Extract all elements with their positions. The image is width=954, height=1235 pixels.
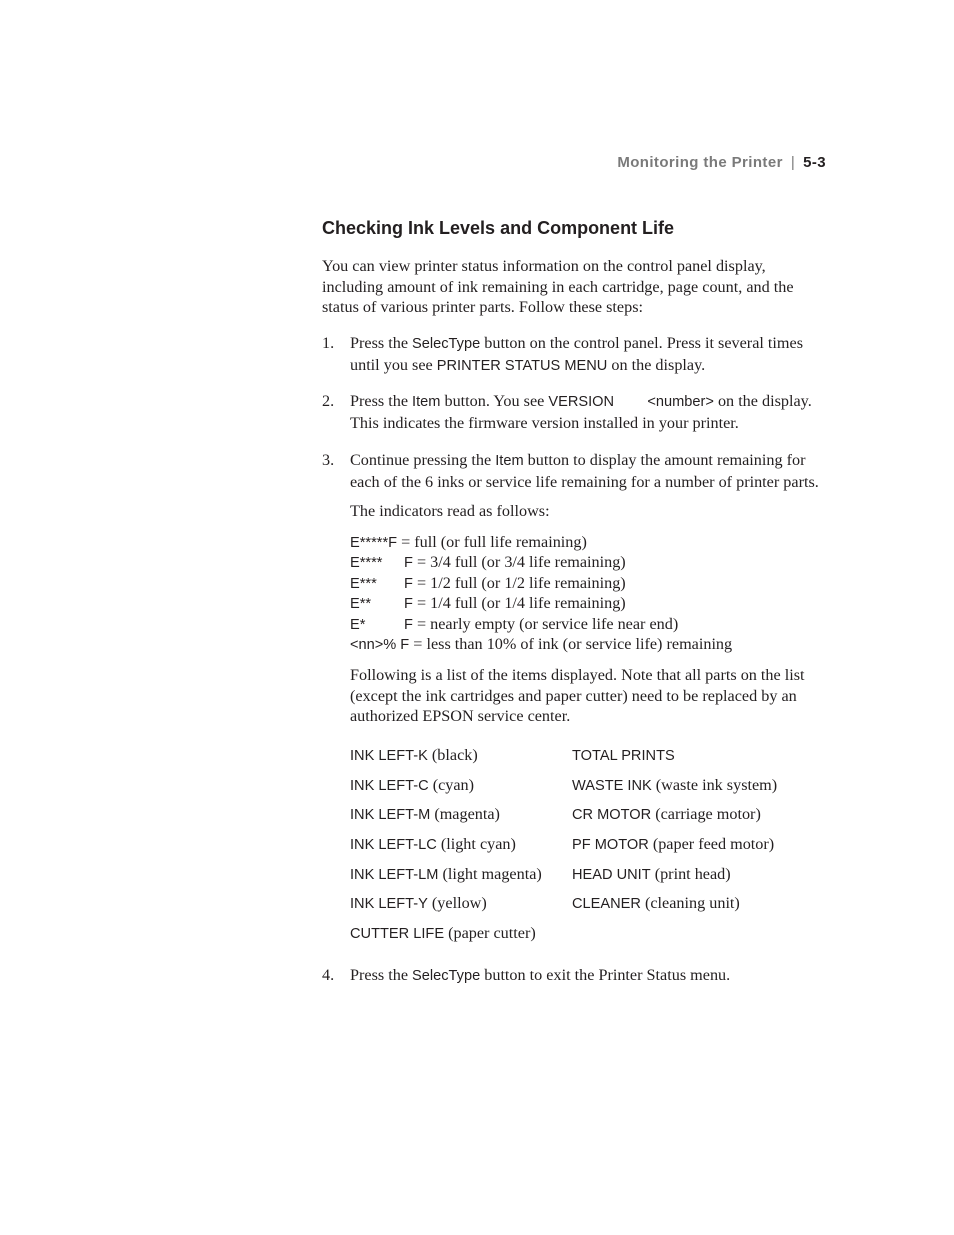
item-desc: (cleaning unit) xyxy=(640,894,740,913)
item-name: INK LEFT-K xyxy=(350,748,428,764)
display-message: <number> xyxy=(647,394,714,410)
item-name: HEAD UNIT xyxy=(572,866,651,883)
text-run: Press the xyxy=(350,334,413,352)
item-desc: (waste ink system) xyxy=(651,775,778,794)
item-button-ref: Item xyxy=(412,394,441,410)
indicator-code: E** xyxy=(350,596,372,613)
item-desc: (cyan) xyxy=(428,775,475,794)
items-row xyxy=(350,745,830,775)
item-desc: (black) xyxy=(427,746,478,764)
text-run: on the display. xyxy=(607,355,706,374)
item-desc: (paper feed motor) xyxy=(648,835,775,854)
item-name: INK LEFT-Y xyxy=(350,896,428,913)
indicator-desc: = 1/2 full (or 1/2 life remaining) xyxy=(412,573,626,592)
item-desc: (magenta) xyxy=(430,805,500,824)
indicator-desc: = 3/4 full (or 3/4 life remaining) xyxy=(412,553,626,572)
list-item xyxy=(572,775,777,796)
step-4-text xyxy=(350,965,830,987)
list-item xyxy=(350,834,516,855)
item-desc: (light cyan) xyxy=(436,835,516,854)
item-name: WASTE INK xyxy=(572,777,652,794)
item-name: PF MOTOR xyxy=(572,837,649,854)
section-heading: Checking Ink Levels and Component Life xyxy=(322,218,675,238)
selectype-button-ref: SelecType xyxy=(412,336,481,352)
text-run: Press the xyxy=(350,966,413,984)
indicator-desc: = nearly empty (or service life near end) xyxy=(412,614,679,633)
text-run: button to display the amount remaining for each of the 6 inks or service life remaining for a number of printer parts. xyxy=(350,451,819,491)
indicator-code: E* xyxy=(350,616,366,633)
intro-paragraph: You can view printer status information on the control panel display, including amount of ink remaining in each cartridge, page count, and the status of various printer parts. Follow these steps: xyxy=(322,257,794,316)
item-desc: (paper cutter) xyxy=(444,924,536,943)
item-desc: (carriage motor) xyxy=(651,805,761,824)
indicator-row xyxy=(350,532,830,552)
items-row xyxy=(350,864,830,894)
item-name: INK LEFT-C xyxy=(350,777,429,794)
indicator-row xyxy=(350,614,830,634)
item-name: INK LEFT-M xyxy=(350,807,431,824)
items-intro: Following is a list of the items displayed. Note that all parts on the list (except the ink cartridges and paper cutter) need to be replaced by an authorized EPSON service center. xyxy=(350,666,805,725)
item-desc: (print head) xyxy=(650,864,731,883)
indicator-row xyxy=(350,593,830,613)
item-name: INK LEFT-LM xyxy=(350,866,439,883)
items-row xyxy=(350,834,830,864)
list-item xyxy=(572,834,774,855)
item-desc: (light magenta) xyxy=(438,864,542,883)
items-list xyxy=(350,745,830,953)
page-number: 5-3 xyxy=(803,154,826,171)
indicator-letter: F xyxy=(404,555,413,572)
step-3-number: 3. xyxy=(322,451,335,469)
item-name: CLEANER xyxy=(572,896,641,913)
list-item xyxy=(350,893,487,914)
indicator-desc: = full (or full life remaining) xyxy=(397,533,587,551)
indicator-row xyxy=(350,552,830,572)
indicator-code: E*****F xyxy=(350,535,398,551)
list-item xyxy=(350,804,500,825)
item-name: TOTAL PRINTS xyxy=(572,748,675,764)
items-row xyxy=(350,893,830,923)
list-item xyxy=(572,864,731,885)
indicator-desc: = less than 10% of ink (or service life) remaining xyxy=(409,634,733,653)
text-run: button. You see xyxy=(440,392,549,410)
indicator-row xyxy=(350,573,830,593)
text-run: button on the control panel. Press it several times until you see xyxy=(350,334,803,374)
items-row xyxy=(350,804,830,834)
running-head xyxy=(617,154,826,171)
list-item xyxy=(572,893,740,914)
section-title: Monitoring the Printer xyxy=(617,154,783,171)
text-run: on the display. This indicates the firmware version installed in your printer. xyxy=(350,392,812,432)
selectype-button-ref: SelecType xyxy=(412,968,481,984)
indicator-letter: F xyxy=(404,575,413,592)
step-2-text xyxy=(350,391,830,433)
step-1-number: 1. xyxy=(322,334,335,352)
list-item xyxy=(350,923,536,944)
item-desc: (yellow) xyxy=(427,894,487,913)
indicator-list xyxy=(350,532,830,654)
display-message: PRINTER STATUS MENU xyxy=(436,357,608,374)
item-name: CR MOTOR xyxy=(572,807,652,824)
indicator-code: E**** xyxy=(350,555,383,572)
list-item xyxy=(350,775,474,796)
indicator-code: <nn>% F xyxy=(350,636,410,653)
step-2-number: 2. xyxy=(322,392,335,410)
text-run: button to exit the Printer Status menu. xyxy=(480,966,731,984)
display-message: VERSION xyxy=(548,394,615,410)
step-3-text xyxy=(350,450,830,492)
indicator-desc: = 1/4 full (or 1/4 life remaining) xyxy=(412,594,626,613)
text-run: Continue pressing the xyxy=(350,451,496,469)
items-row xyxy=(350,923,830,953)
header-separator: | xyxy=(790,154,796,171)
list-item xyxy=(572,745,675,766)
step-4-number: 4. xyxy=(322,966,335,984)
item-button-ref: Item xyxy=(495,453,524,469)
list-item xyxy=(350,745,478,766)
item-name: CUTTER LIFE xyxy=(350,926,445,943)
list-item xyxy=(572,804,761,825)
item-name: INK LEFT-LC xyxy=(350,837,437,854)
list-item xyxy=(350,864,542,885)
indicator-letter: F xyxy=(404,616,413,633)
indicator-row xyxy=(350,634,830,654)
indicator-letter: F xyxy=(404,596,413,613)
indicators-intro: The indicators read as follows: xyxy=(350,502,550,520)
text-run: Press the xyxy=(350,392,413,410)
step-1-text xyxy=(350,333,830,376)
indicator-code: E*** xyxy=(350,575,377,592)
items-row xyxy=(350,775,830,805)
